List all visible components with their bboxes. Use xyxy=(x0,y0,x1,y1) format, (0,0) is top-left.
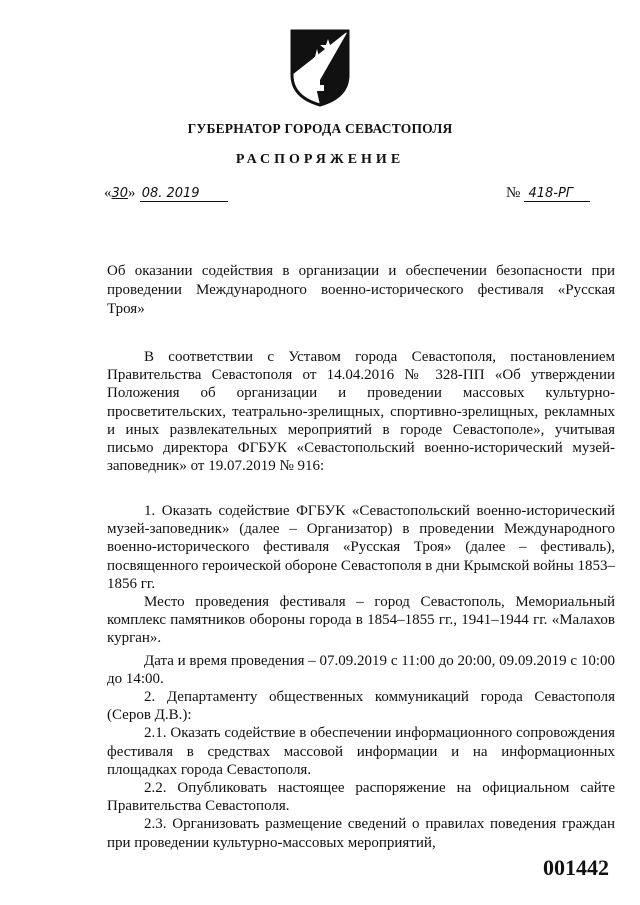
document-date xyxy=(104,185,228,202)
decree-items xyxy=(107,502,615,852)
date-month-year: 08. 2019 xyxy=(140,186,228,202)
item-1: 1. Оказать содействие ФГБУК «Севастопольский военно-исторический музей-заповедник» (далее – Организатор) в проведении Международного военно-исторического фестиваля «Русская Троя» (далее – фестиваль), посвященного героической обороне Севастополя в дни Крымской войны 1853–1856 гг. xyxy=(107,503,615,592)
number-sign: № xyxy=(506,185,521,201)
date-open-quote: « xyxy=(104,185,112,201)
document-type: РАСПОРЯЖЕНИЕ xyxy=(235,152,405,167)
item-2-1: 2.1. Оказать содействие в обеспечении информационного сопровождения фестиваля в средствах массовой информации и на информационных площадках города Севастополя. xyxy=(107,725,615,778)
date-close-quote: » xyxy=(128,185,136,201)
item-2-2: 2.2. Опубликовать настоящее распоряжение на официальном сайте Правительства Севастополя. xyxy=(107,780,615,815)
preamble xyxy=(107,348,615,475)
item-1-datetime: Дата и время проведения – 07.09.2019 с 11:00 до 20:00, 09.09.2019 с 10:00 до 14:00. xyxy=(107,652,615,687)
preamble-text: В соответствии с Уставом города Севастополя, постановлением Правительства Севастополя от 14.04.2016 № 328-ПП «Об утверждении Положения об организации и проведении массовых культурно-просветительских, театрально-зрелищных, спортивно-зрелищных, рекламных и иных развлекательных мероприятий в городе Севастополе», учитывая письмо директора ФГБУК «Севастопольский военно-исторический музей-заповедник» от 19.07.2019 № 916: xyxy=(107,349,615,475)
date-day: 30 xyxy=(111,186,129,201)
item-1-place: Место проведения фестиваля – город Севастополь, Мемориальный комплекс памятников обороны города в 1854–1855 гг., 1941–1944 гг. «Малахов курган». xyxy=(107,594,615,647)
issuer-title: ГУБЕРНАТОР ГОРОДА СЕВАСТОПОЛЯ xyxy=(187,121,453,136)
document-number xyxy=(506,185,590,202)
serial-number: 001442 xyxy=(543,855,609,880)
document-subject: Об оказании содействия в организации и обеспечении безопасности при проведении Международного военно-исторического фестиваля «Русская Троя» xyxy=(107,263,615,317)
item-2-3: 2.3. Организовать размещение сведений о правилах поведения граждан при проведении культурно-массовых мероприятий, xyxy=(107,816,615,851)
coat-of-arms-emblem xyxy=(288,27,352,107)
number-value: 418-РГ xyxy=(524,186,590,202)
item-2: 2. Департаменту общественных коммуникаций города Севастополя (Серов Д.В.): xyxy=(107,689,615,724)
